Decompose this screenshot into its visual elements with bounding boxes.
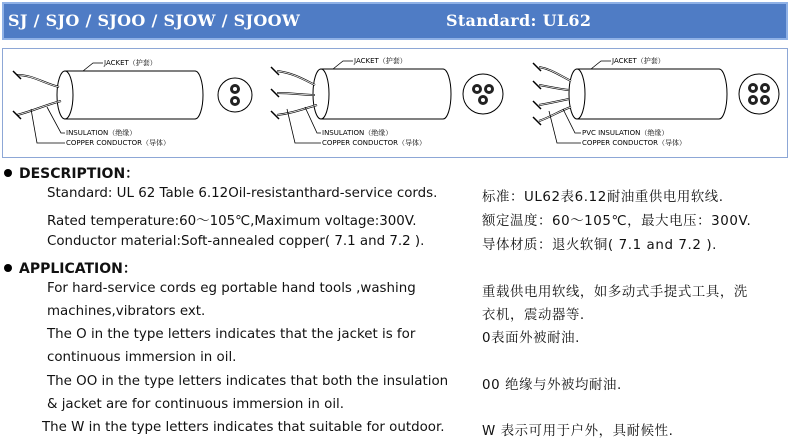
jacket-label-1: JACKET（护套） bbox=[104, 59, 157, 67]
bullet-icon bbox=[4, 169, 12, 177]
description-line-en: Rated temperature:60～105℃,Maximum voltage:300V. bbox=[47, 214, 417, 229]
insulation-label-2: INSULATION（绝缘） bbox=[322, 129, 393, 137]
insulation-label-1: INSULATION（绝缘） bbox=[66, 129, 137, 137]
cable-types-title: SJ / SJO / SJOO / SJOW / SJOOW bbox=[8, 11, 301, 30]
cable-diagram-2-core bbox=[13, 58, 252, 147]
bullet-icon bbox=[4, 264, 12, 272]
application-line-en: machines,vibrators ext. bbox=[47, 304, 206, 319]
description-line-en: Standard: UL 62 Table 6.12Oil-resistanthard-service cords. bbox=[47, 186, 438, 201]
conductor-label-3: COPPER CONDUCTOR（导体） bbox=[582, 139, 687, 147]
application-heading-text: APPLICATION： bbox=[19, 261, 137, 277]
header-bar bbox=[2, 2, 788, 40]
application-line-en: continuous immersion in oil. bbox=[47, 350, 237, 365]
application-line-en: The O in the type letters indicates that the jacket is for bbox=[47, 327, 416, 342]
description-line-cn: 标准：UL62表6.12耐油重供电用软线. bbox=[482, 190, 724, 205]
conductor-label-2: COPPER CONDUCTOR（导体） bbox=[322, 139, 427, 147]
description-line-en: Conductor material:Soft-annealed copper( 7.1 and 7.2 ). bbox=[47, 234, 425, 249]
application-line-en: For hard-service cords eg portable hand tools ,washing bbox=[47, 281, 416, 296]
application-line-en: The OO in the type letters indicates that both the insulation bbox=[47, 374, 449, 389]
standard-title: Standard: UL62 bbox=[446, 11, 592, 30]
application-line-cn: 衣机，震动器等. bbox=[482, 308, 585, 323]
description-line-cn: 导体材质：退火软铜( 7.1 and 7.2 ). bbox=[482, 238, 718, 253]
application-line-en: & jacket are for continuous immersion in oil. bbox=[47, 397, 345, 412]
cable-diagrams bbox=[3, 49, 789, 159]
conductor-label-1: COPPER CONDUCTOR（导体） bbox=[66, 139, 171, 147]
cable-diagram-panel bbox=[2, 48, 788, 158]
application-line-en: The W in the type letters indicates that suitable for outdoor. bbox=[42, 420, 445, 435]
description-heading-text: DESCRIPTION： bbox=[19, 166, 140, 182]
application-line-cn: 00 绝缘与外被均耐油. bbox=[482, 378, 622, 393]
jacket-label-2: JACKET（护套） bbox=[354, 57, 407, 65]
cable-diagram-3-core bbox=[271, 56, 503, 147]
insulation-label-3: PVC INSULATION（绝缘） bbox=[582, 129, 669, 137]
application-line-cn: W 表示可用于户外，具耐候性. bbox=[482, 424, 674, 439]
cable-diagram-4-core bbox=[533, 56, 779, 147]
jacket-label-3: JACKET（护套） bbox=[612, 57, 665, 65]
description-heading bbox=[4, 163, 139, 183]
application-line-cn: 0表面外被耐油. bbox=[482, 331, 580, 346]
description-line-cn: 额定温度：60～105℃，最大电压：300V. bbox=[482, 214, 752, 229]
application-line-cn: 重载供电用软线，如多动式手提式工具，洗 bbox=[482, 285, 748, 300]
application-heading bbox=[4, 258, 137, 278]
